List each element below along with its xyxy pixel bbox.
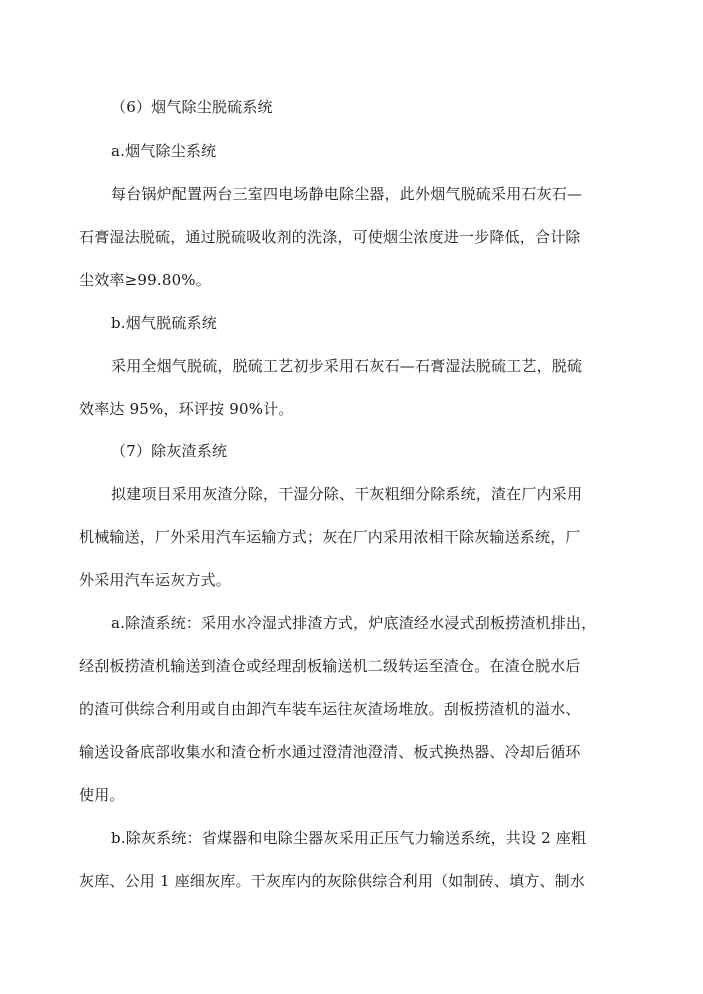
subsection-heading-desulfurization: b.烟气脱硫系统: [111, 314, 217, 332]
paragraph-line: b.除灰系统：省煤器和电除尘器灰采用正压气力输送系统，共设 2 座粗: [111, 829, 587, 847]
paragraph-line: 采用全烟气脱硫，脱硫工艺初步采用石灰石—石膏湿法脱硫工艺，脱硫: [111, 357, 583, 375]
paragraph-line: 尘效率≥99.80%。: [79, 271, 211, 289]
paragraph-line: 石膏湿法脱硫，通过脱硫吸收剂的洗涤，可使烟尘浓度进一步降低，合计除: [79, 228, 581, 246]
paragraph-line: 使用。: [79, 786, 125, 804]
paragraph-line: 效率达 95%，环评按 90%计。: [79, 400, 294, 418]
paragraph-line: 经刮板捞渣机输送到渣仓或经理刮板输送机二级转运至渣仓。在渣仓脱水后: [79, 657, 581, 675]
paragraph-line: a.除渣系统：采用水冷湿式排渣方式，炉底渣经水浸式刮板捞渣机排出，: [111, 614, 597, 632]
paragraph-line: 的渣可供综合利用或自由卸汽车装车运往灰渣场堆放。刮板捞渣机的溢水、: [79, 700, 581, 718]
section-heading-6: （6）烟气除尘脱硫系统: [111, 98, 273, 116]
paragraph-line: 灰库、公用 1 座细灰库。干灰库内的灰除供综合利用（如制砖、填方、制水: [79, 872, 586, 890]
paragraph-line: 每台锅炉配置两台三室四电场静电除尘器，此外烟气脱硫采用石灰石—: [111, 185, 583, 203]
paragraph-line: 机械输送，厂外采用汽车运输方式；灰在厂内采用浓相干除灰输送系统，厂: [79, 528, 581, 546]
subsection-heading-dust-removal: a.烟气除尘系统: [111, 142, 217, 160]
paragraph-line: 拟建项目采用灰渣分除，干湿分除、干灰粗细分除系统，渣在厂内采用: [111, 485, 583, 503]
paragraph-line: 外采用汽车运灰方式。: [79, 571, 232, 589]
paragraph-line: 输送设备底部收集水和渣仓析水通过澄清池澄清、板式换热器、冷却后循环: [79, 743, 581, 761]
section-heading-7: （7）除灰渣系统: [111, 442, 228, 460]
